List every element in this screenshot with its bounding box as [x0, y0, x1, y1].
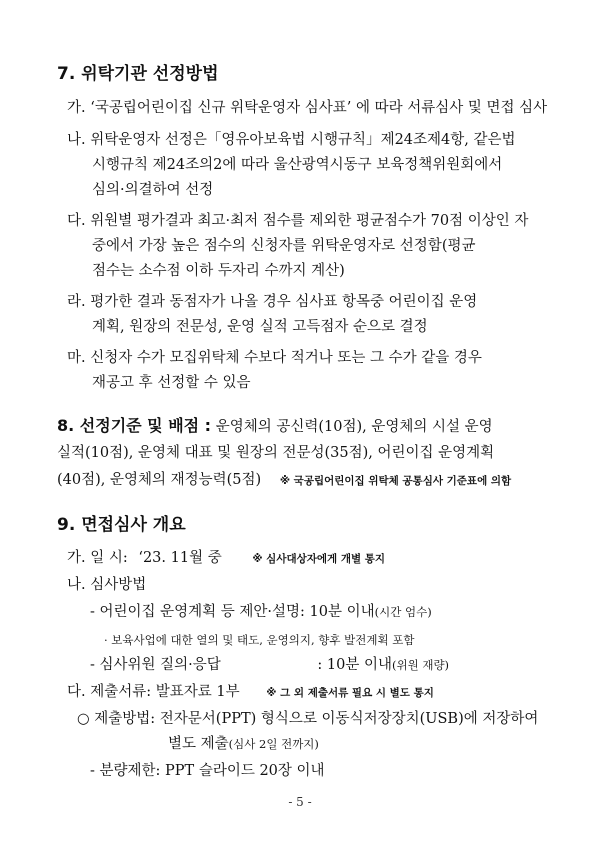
s8-line3	[57, 470, 511, 491]
s7-item-na-line2: 시행규칙 제24조의2에 따라 울산광역시동구 보육정책위원회에서	[92, 157, 503, 173]
s7-item-ra-line1: 라. 평가한 결과 동점자가 나올 경우 심사표 항목중 어린이집 운영	[67, 294, 478, 310]
s7-item-da-line1: 다. 위원별 평가결과 최고·최저 점수를 제외한 평균점수가 70점 이상인 자	[67, 213, 529, 229]
s8-text-3: (40점), 운영체의 재정능력(5점)	[57, 472, 262, 488]
s7-item-ma-line1: 마. 신청자 수가 모집위탁체 수보다 적거나 또는 그 수가 같을 경우	[67, 350, 482, 366]
s9-method-1-small: (시간 엄수)	[374, 605, 432, 619]
section-7-heading: 7. 위탁기관 선정방법	[57, 64, 219, 84]
s9-item-da	[67, 682, 434, 703]
s9-method-1	[90, 602, 432, 622]
s7-item-ma-line2: 재공고 후 선정할 수 있음	[92, 375, 251, 391]
s8-note: ※ 국공립어린이집 위탁체 공통심사 기준표에 의함	[279, 475, 512, 487]
s9-item-ga	[67, 548, 385, 569]
s9-submit-method-small: (심사 2일 전까지)	[228, 737, 319, 751]
s8-line1	[57, 416, 493, 437]
s8-text-2: 실적(10점), 운영체 대표 및 원장의 전문성(35점), 어린이집 운영계획	[57, 445, 495, 461]
s7-item-ga: 가. ‘국공립어린이집 신규 위탁운영자 심사표’ 에 따라 서류심사 및 면접 심사	[67, 100, 548, 116]
s9-method-2	[90, 655, 449, 675]
s9-method-2-small: (위원 재량)	[391, 658, 450, 672]
s7-item-na-line1: 나. 위탁운영자 선정은「영유아보육법 시행규칙」제24조제4항, 같은법	[67, 132, 516, 148]
s9-submit-method-line1: ○ 제출방법: 전자문서(PPT) 형식으로 이동식저장장치(USB)에 저장하여	[77, 711, 539, 727]
section-9-heading: 9. 면접심사 개요	[57, 515, 186, 535]
s7-item-da-line2: 중에서 가장 높은 점수의 신청자를 위탁운영자로 선정함(평균	[92, 238, 476, 254]
s9-submit-method-line2	[168, 734, 319, 754]
s8-text-1: 운영체의 공신력(10점), 운영체의 시설 운영	[215, 419, 493, 435]
s9-method-1-text: - 어린이집 운영계획 등 제안·설명: 10분 이내	[90, 604, 375, 620]
s9-da-note: ※ 그 외 제출서류 필요 시 별도 통지	[266, 687, 434, 699]
s9-method-2-value: : 10분 이내	[317, 657, 392, 673]
s9-ga-note: ※ 심사대상자에게 개별 통지	[252, 553, 386, 565]
s9-method-2-text: - 심사위원 질의·응답	[90, 657, 221, 673]
s9-item-na: 나. 심사방법	[67, 577, 147, 593]
s9-ga-label: 가. 일 시:	[67, 550, 128, 566]
s7-item-ra-line2: 계획, 원장의 전문성, 운영 실적 고득점자 순으로 결정	[92, 319, 428, 335]
s7-item-da-line3: 점수는 소수점 이하 두자리 수까지 계산)	[92, 263, 345, 279]
s7-item-na-line3: 심의·의결하여 선정	[92, 182, 214, 198]
s9-volume-limit: - 분량제한: PPT 슬라이드 20장 이내	[90, 763, 325, 779]
s9-da-text: 다. 제출서류: 발표자료 1부	[67, 684, 240, 700]
s9-ga-value: ‘23. 11월 중	[138, 550, 222, 566]
section-8-heading: 8. 선정기준 및 배점 :	[57, 416, 212, 435]
s9-submit-method-text: 별도 제출	[168, 736, 229, 752]
s9-method-1-sub: · 보육사업에 대한 열의 및 태도, 운영의지, 향후 발전계획 포함	[104, 633, 415, 647]
page-number: - 5 -	[288, 795, 312, 809]
